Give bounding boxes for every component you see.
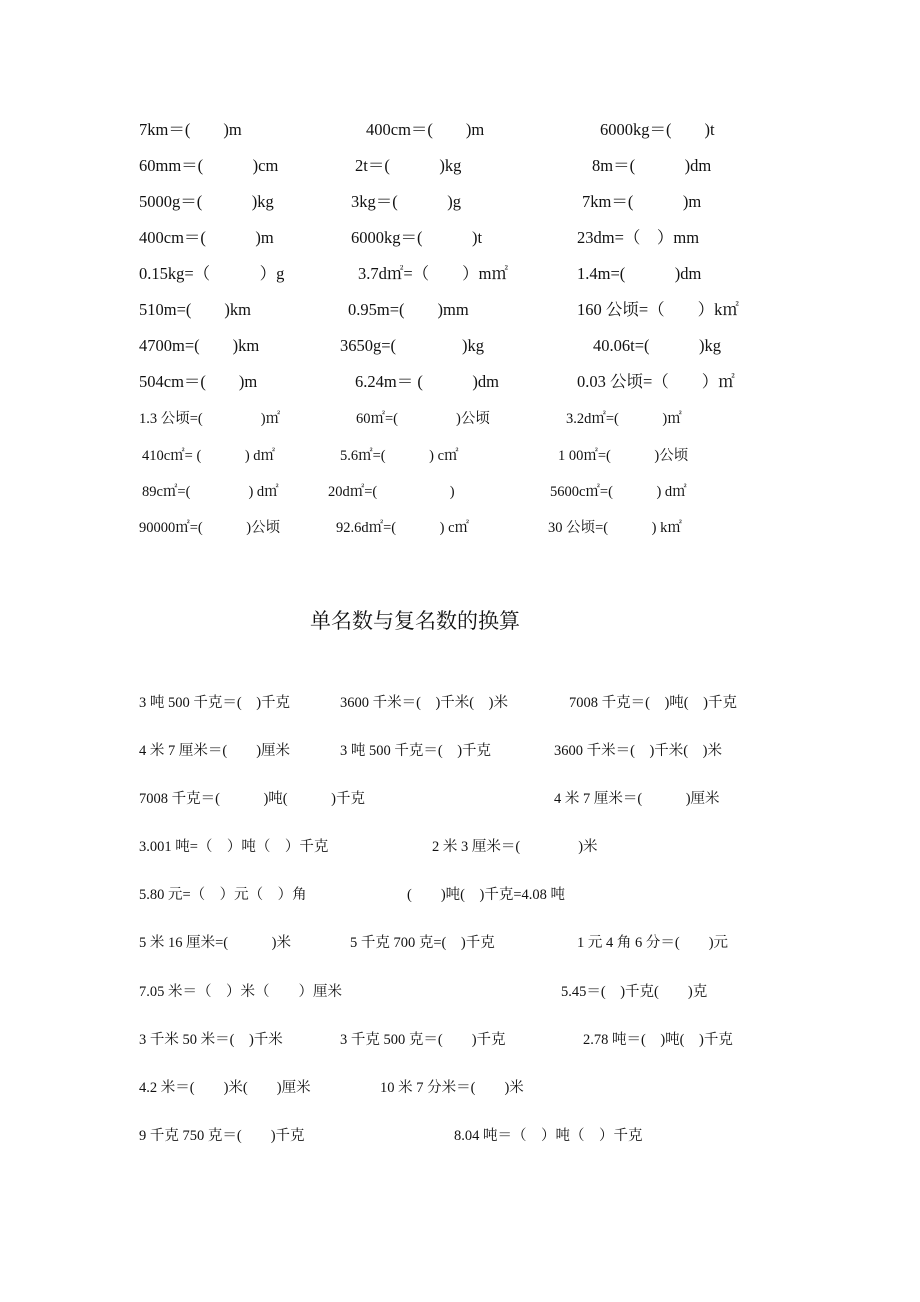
exercise-item: ( )吨( )千克=4.08 吨 (407, 887, 565, 903)
exercise-item: 5.80 元=（ ）元（ ）角 (139, 887, 307, 903)
exercise-item: 0.15kg=（ ）g (139, 264, 285, 283)
exercise-item: 9 千克 750 克＝( )千克 (139, 1128, 305, 1144)
exercise-item: 5 千克 700 克=( )千克 (350, 935, 495, 951)
exercise-item: 60㎡=( )公顷 (356, 411, 490, 427)
exercise-item: 510m=( )km (139, 300, 251, 319)
exercise-item: 7008 千克＝( )吨( )千克 (569, 695, 737, 711)
exercise-item: 3 吨 500 千克＝( )千克 (340, 743, 492, 759)
exercise-item: 1.4m=( )dm (577, 264, 702, 283)
exercise-item: 1.3 公顷=( )㎡ (139, 411, 281, 427)
exercise-item: 2t＝( )kg (355, 156, 462, 175)
exercise-item: 89c㎡=( ) d㎡ (142, 484, 279, 500)
exercise-item: 7.05 米＝（ ）米（ ）厘米 (139, 984, 342, 1000)
exercise-item: 20d㎡=( ) (328, 484, 455, 500)
exercise-item: 5.6㎡=( ) c㎡ (340, 448, 459, 464)
exercise-item: 5600c㎡=( ) d㎡ (550, 484, 687, 500)
exercise-item: 160 公顷=（ ）k㎡ (577, 300, 739, 319)
exercise-item: 4 米 7 厘米＝( )厘米 (139, 743, 291, 759)
exercise-item: 3650g=( )kg (340, 336, 485, 355)
exercise-item: 3 吨 500 千克＝( )千克 (139, 695, 291, 711)
exercise-item: 410c㎡= ( ) d㎡ (142, 448, 276, 464)
exercise-item: 5.45＝( )千克( )克 (561, 984, 708, 1000)
exercise-item: 23dm=（ ）mm (577, 228, 700, 247)
exercise-item: 4 米 7 厘米＝( )厘米 (554, 791, 720, 807)
exercise-item: 3kg＝( )g (351, 192, 461, 211)
exercise-item: 3600 千米＝( )千米( )米 (340, 695, 508, 711)
exercise-item: 7km＝( )m (582, 192, 702, 211)
section-title: 单名数与复名数的换算 (310, 609, 520, 633)
exercise-item: 1 00㎡=( )公顷 (558, 448, 689, 464)
exercise-item: 40.06t=( )kg (593, 336, 722, 355)
exercise-item: 2 米 3 厘米＝( )米 (432, 839, 598, 855)
exercise-item: 3600 千米＝( )千米( )米 (554, 743, 722, 759)
exercise-item: 1 元 4 角 6 分＝( )元 (577, 935, 729, 951)
exercise-item: 4.2 米＝( )米( )厘米 (139, 1080, 311, 1096)
exercise-item: 504cm＝( )m (139, 372, 258, 391)
exercise-item: 400cm＝( )m (139, 228, 274, 247)
exercise-item: 6000kg＝( )t (600, 120, 715, 139)
exercise-item: 7008 千克＝( )吨( )千克 (139, 791, 365, 807)
exercise-item: 2.78 吨＝( )吨( )千克 (583, 1032, 733, 1048)
exercise-item: 400cm＝( )m (366, 120, 485, 139)
exercise-item: 3.7d㎡=（ ）m㎡ (358, 264, 509, 283)
exercise-item: 90000㎡=( )公顷 (139, 520, 281, 536)
exercise-item: 3 千米 50 米＝( )千米 (139, 1032, 283, 1048)
exercise-item: 8m＝( )dm (592, 156, 712, 175)
exercise-item: 8.04 吨＝（ ）吨（ ）千克 (454, 1128, 643, 1144)
exercise-item: 30 公顷=( ) k㎡ (548, 520, 682, 536)
exercise-item: 0.03 公顷=（ ）㎡ (577, 372, 735, 391)
exercise-item: 6.24m＝ ( )dm (355, 372, 499, 391)
exercise-item: 5000g＝( )kg (139, 192, 274, 211)
exercise-item: 60mm＝( )cm (139, 156, 279, 175)
exercise-item: 3 千克 500 克＝( )千克 (340, 1032, 506, 1048)
exercise-item: 6000kg＝( )t (351, 228, 483, 247)
exercise-item: 92.6d㎡=( ) c㎡ (336, 520, 470, 536)
exercise-item: 3.001 吨=（ ）吨（ ）千克 (139, 839, 329, 855)
exercise-item: 3.2d㎡=( )㎡ (566, 411, 682, 427)
exercise-item: 7km＝( )m (139, 120, 242, 139)
exercise-item: 0.95m=( )mm (348, 300, 469, 319)
exercise-item: 5 米 16 厘米=( )米 (139, 935, 291, 951)
exercise-item: 10 米 7 分米＝( )米 (380, 1080, 524, 1096)
exercise-item: 4700m=( )km (139, 336, 260, 355)
